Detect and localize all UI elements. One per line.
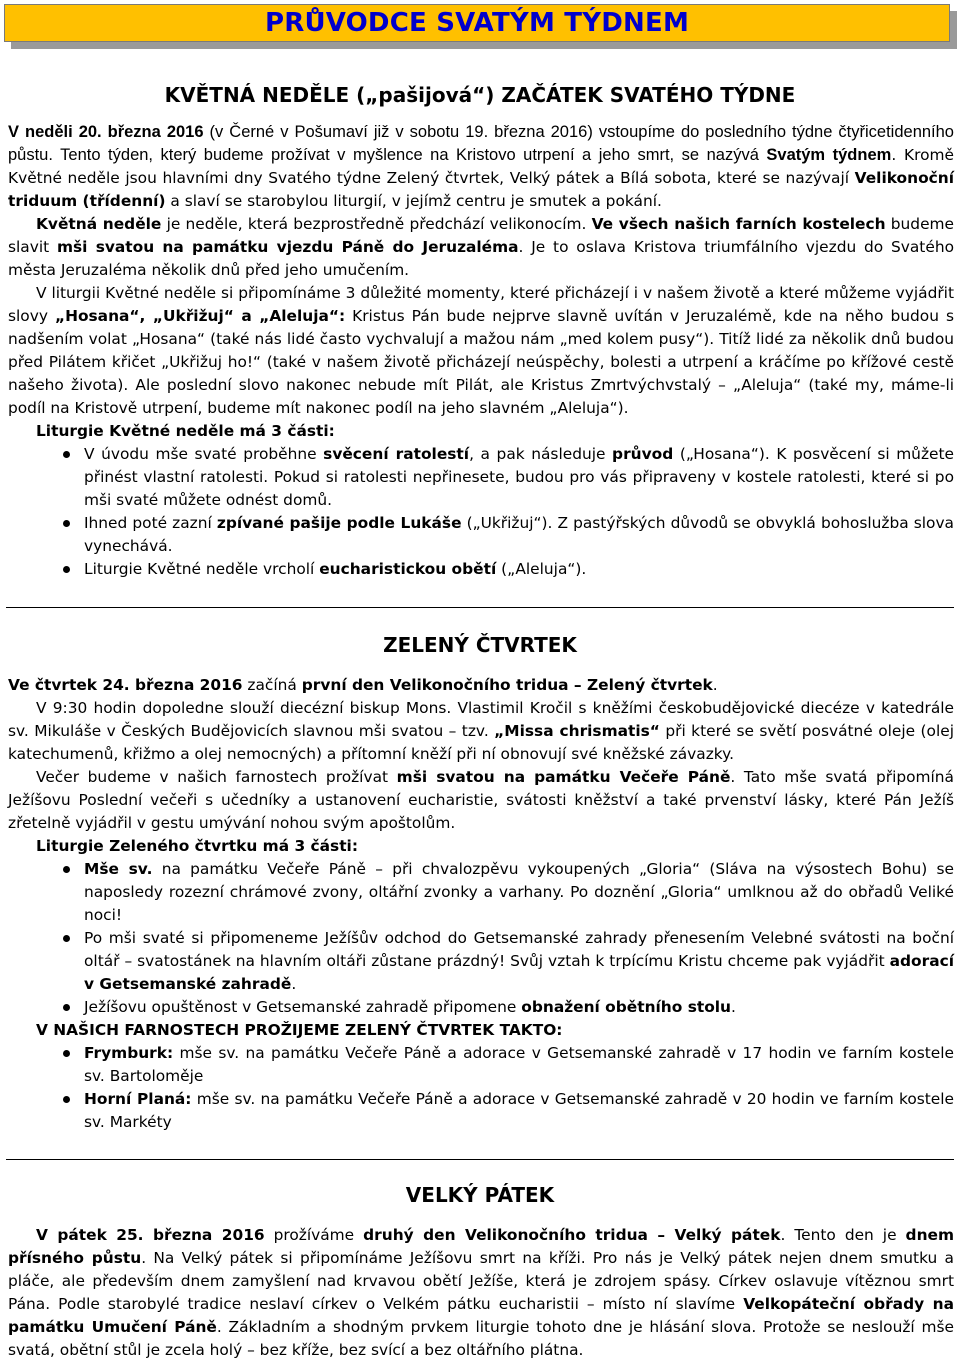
paragraph-text: V 9:30 hodin dopoledne slouží diecézní biskup Mons. Vlastimil Kročil s kněžími českobudějovické diecéze v katedrále sv. Mikuláše v Českých Budějovicích slavnou mši svatou – tzv. — [8, 699, 954, 740]
parishes-schedule-list — [8, 1042, 954, 1134]
parish-name: Horní Planá: — [84, 1090, 192, 1108]
paragraph-text: začíná — [242, 676, 302, 694]
date-emphasis: Ve čtvrtek 24. března 2016 — [8, 676, 243, 694]
holy-week-emphasis: Svatým týdnem — [766, 146, 892, 164]
evening-mass-paragraph — [8, 766, 954, 835]
holy-thursday-section — [8, 674, 954, 1134]
term-emphasis: Květná neděle — [36, 215, 162, 233]
good-friday-section — [8, 1224, 954, 1362]
schedule-label-text: V NAŠICH FARNOSTECH PROŽIJEME ZELENÝ ČTVRTEK TAKTO: — [36, 1021, 563, 1039]
palm-sunday-section — [8, 121, 954, 581]
item-text: Ježíšovu opuštěnost v Getsemanské zahradě připomene — [84, 998, 522, 1016]
date-emphasis: V neděli 20. března 2016 — [8, 123, 204, 141]
item-emphasis: svěcení ratolestí — [323, 445, 470, 463]
item-text: („Aleluja“). — [496, 560, 587, 578]
list-item — [8, 927, 954, 996]
triduum-emphasis: Velikonoční triduum (třídenní) — [8, 169, 954, 210]
palm-sunday-heading: KVĚTNÁ NEDĚLE („pašijová“) ZAČÁTEK SVATÉHO TÝDNE — [164, 83, 796, 107]
missa-chrismatis-emphasis: „Missa chrismatis“ — [494, 722, 660, 740]
good-friday-paragraph — [8, 1224, 954, 1362]
item-text: Po mši svaté si připomeneme Ježíšův odchod do Getsemanské zahrady přenesením Velebné svátosti na boční oltář – svatostánek na hlavním oltáři zůstane prázdný! Svůj vztah k trpícímu Kristu chceme pak vyjádřit — [84, 929, 954, 970]
mass-emphasis: mši svatou na památku vjezdu Páně do Jeruzaléma — [56, 238, 519, 256]
palm-sunday-moments — [8, 282, 954, 420]
palm-sunday-parts-label — [8, 420, 954, 443]
paragraph-text: Kristus Pán bude nejprve slavně uvítán v Jeruzalémě, kde na něho budou s nadšením volat „Hosana“ (také nás lidé často vychvalují a mažou nám „med kolem pusy“). Titíž lidé za několik dnů budou před Pilátem křičet „Ukřižuj ho!“ (také v našem životě přicházejí neúspěchy, bolesti a utrpení a kráčíme po křížové cestě našeho života). Ale poslední slovo nakonec nebude mít Pilát, ale Kristus Zmrtvýchvstalý – „Aleluja“ (také my, máme-li podíl na Kristově utrpení, budeme mít nakonec podíl na jeho slavném „Aleluja“). — [8, 307, 954, 417]
paragraph-text: . Tento den je — [780, 1226, 906, 1244]
paragraph-text: při které se světí posvátné oleje (olej katechumenů, křižmo a olej nemocných) a přítomní kněží při ní obnovují své kněžské závazky. — [8, 722, 954, 763]
good-friday-heading: VELKÝ PÁTEK — [405, 1183, 555, 1207]
item-text: . — [731, 998, 736, 1016]
item-text: Liturgie Květné neděle vrcholí — [84, 560, 320, 578]
item-text: („Hosana“). K posvěcení si můžete přinést vlastní ratolesti. Pokud si ratolesti nepřinesete, budou pro vás připraveny v kostele ratolesti, které si po mši svaté můžete odnést domů. — [84, 445, 954, 509]
item-text: mše sv. na památku Večeře Páně a adorace v Getsemanské zahradě v 17 hodin ve farním kostele sv. Bartoloměje — [84, 1044, 954, 1085]
paragraph-text: . — [712, 676, 718, 694]
holy-thursday-intro — [8, 674, 954, 697]
item-text: . — [291, 975, 297, 993]
item-emphasis: eucharistickou obětí — [319, 560, 497, 578]
intro-text-3: a slaví se starobylou liturgií, v jejímž centru je smutek a pokání. — [165, 192, 662, 210]
item-text: mše sv. na památku Večeře Páně a adorace v Getsemanské zahradě v 20 hodin ve farním kostele sv. Markéty — [84, 1090, 954, 1131]
parts-label-text: Liturgie Květné neděle má 3 části: — [36, 422, 335, 440]
rites-emphasis: Velkopáteční obřady na památku Umučení Páně — [8, 1295, 954, 1336]
paragraph-text: V liturgii Květné neděle si připomínáme 3 důležité momenty, které přicházejí i v našem životě a které můžeme vyjádřit slovy — [8, 284, 954, 325]
fast-emphasis: dnem přísného půstu — [8, 1226, 954, 1267]
triduum-day-emphasis: druhý den Velikonočního tridua – Velký pátek — [363, 1226, 781, 1244]
paragraph-text: . Tato mše svatá připomíná Ježíšovu Poslední večeři s učedníky a ustanovení eucharistie, svátosti kněžství a také prvenství lásky, které Pán Ježíš zřetelně vyjádřil v gestu umývání nohou svým apoštolům. — [8, 768, 954, 832]
last-supper-mass-emphasis: mši svatou na památku Večeře Páně — [396, 768, 731, 786]
page-title: PRŮVODCE SVATÝM TÝDNEM — [264, 7, 690, 38]
paragraph-text: je neděle, která bezprostředně předchází velikonocím. — [161, 215, 592, 233]
moments-emphasis: „Hosana“, „Ukřižuj“ a „Aleluja“: — [54, 307, 346, 325]
parish-name: Frymburk: — [84, 1044, 174, 1062]
item-emphasis: průvod — [612, 445, 674, 463]
item-emphasis: zpívané pašije podle Lukáše — [216, 514, 462, 532]
palm-sunday-definition — [8, 213, 954, 282]
chrism-mass-paragraph — [8, 697, 954, 766]
item-text: na památku Večeře Páně — [152, 860, 366, 878]
paragraph-text: budeme slavit — [8, 215, 955, 256]
paragraph-text: . Je to oslava Kristova triumfálního vjezdu do Svatého města Jeruzaléma několik dnů před jeho umučením. — [8, 238, 954, 279]
list-item — [8, 1042, 954, 1088]
item-emphasis: adorací v Getsemanské zahradě — [84, 952, 954, 993]
palm-sunday-intro — [8, 121, 954, 213]
section-divider — [6, 1159, 954, 1160]
holy-thursday-parts-label — [8, 835, 954, 858]
item-text: – při chvalozpěvu vykoupených „Gloria“ (Sláva na výsostech Bohu) se naposledy rozezní chrámové zvony, oltářní zvonky a varhany. Po doznění „Gloria“ umlknou až do obřadů Veliké noci! — [84, 860, 954, 924]
triduum-day-emphasis: první den Velikonočního tridua – Zelený čtvrtek — [301, 676, 713, 694]
paragraph-text: . Základním a shodným prvkem liturgie tohoto dne je hlásání slova. Protože se neslouží mše svatá, obětní stůl je zcela holý – bez kříže, bez svící a bez oltářního plátna. — [8, 1318, 954, 1359]
section-divider — [6, 607, 954, 608]
holy-thursday-parts-list — [8, 858, 954, 1019]
list-item — [8, 443, 954, 512]
item-emphasis: Mše sv. — [84, 860, 153, 878]
item-emphasis: obnažení obětního stolu — [521, 998, 732, 1016]
parts-label-text: Liturgie Zeleného čtvrtku má 3 části: — [36, 837, 358, 855]
paragraph-text: Večer budeme v našich farnostech prožívat — [36, 768, 397, 786]
paragraph-text: prožíváme — [264, 1226, 364, 1244]
item-text: Ihned poté zazní — [84, 514, 217, 532]
item-text: („Ukřižuj“). Z pastýřských důvodů se obvyklá bohoslužba slova vynechává. — [84, 514, 954, 555]
parishes-emphasis: Ve všech našich farních kostelech — [591, 215, 886, 233]
parishes-schedule-label — [8, 1019, 954, 1042]
title-banner — [4, 4, 950, 42]
list-item — [8, 512, 954, 558]
holy-thursday-heading: ZELENÝ ČTVRTEK — [383, 633, 577, 657]
list-item — [8, 1088, 954, 1134]
list-item — [8, 858, 954, 927]
palm-sunday-parts-list — [8, 443, 954, 581]
intro-text-2: . Kromě Květné neděle jsou hlavními dny Svatého týdne Zelený čtvrtek, Velký pátek a Bílá sobota, které se nazývají — [8, 146, 954, 187]
item-text: , a pak následuje — [469, 445, 613, 463]
intro-text: (v Černé v Pošumaví již v sobotu 19. března 2016) vstoupíme do posledního týdne čtyřicetidenního půstu. Tento týden, který budeme prožívat v myšlence na Kristovo utrpení a jeho smrt, se nazývá — [8, 123, 954, 164]
list-item — [8, 558, 954, 581]
date-emphasis: V pátek 25. března 2016 — [36, 1226, 265, 1244]
paragraph-text: . Na Velký pátek si připomínáme Ježíšovu smrt na kříži. Pro nás je Velký pátek nejen dnem smutku a pláče, ale především dnem zamyšlení nad krvavou obětí Ježíše, která je zdrojem spásy. Církev oslavuje vítěznou smrt Pána. Podle starobylé tradice neslaví církev o Velkém pátku eucharistii – místo ní slavíme — [8, 1249, 954, 1313]
item-text: V úvodu mše svaté proběhne — [84, 445, 324, 463]
list-item — [8, 996, 954, 1019]
